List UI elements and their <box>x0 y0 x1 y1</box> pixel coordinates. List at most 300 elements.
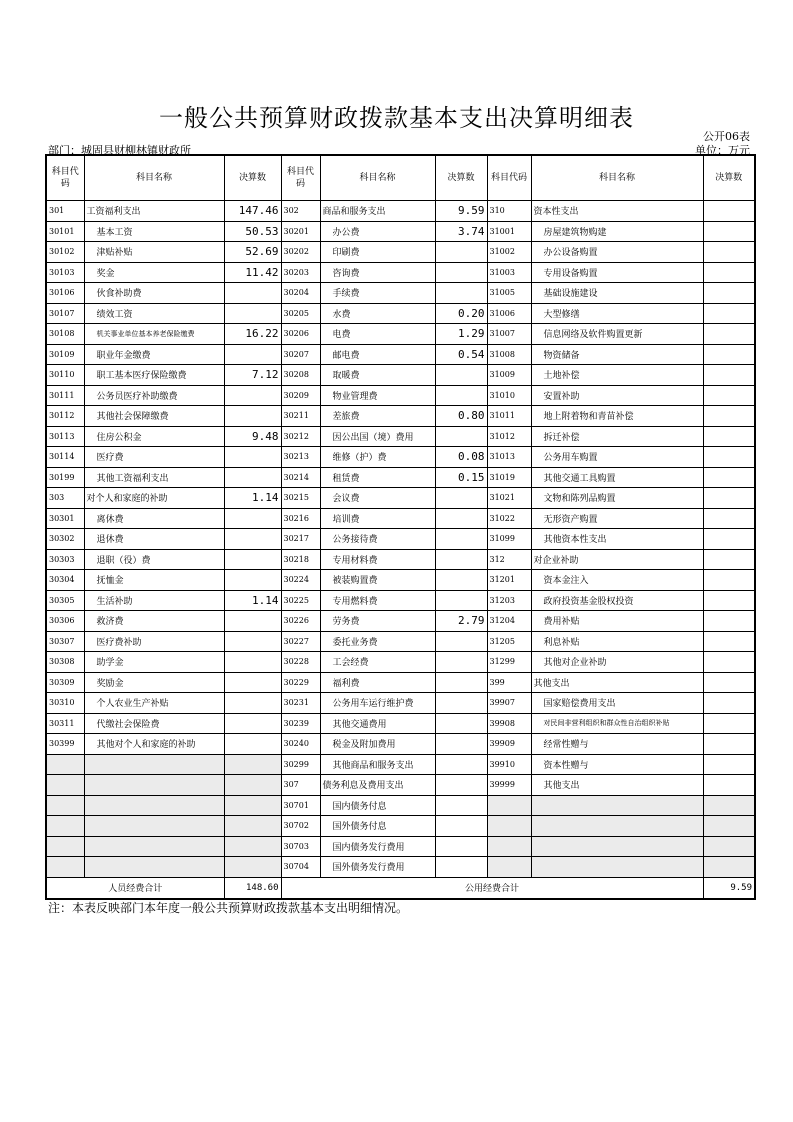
table-row <box>46 303 755 324</box>
subject-name-cell <box>531 816 703 837</box>
amount-cell <box>435 529 487 550</box>
subject-code-cell: 31013 <box>487 447 531 468</box>
subject-code-cell: 30701 <box>281 795 320 816</box>
subject-code-cell <box>487 795 531 816</box>
amount-cell: 0.15 <box>435 467 487 488</box>
subject-name-cell: 公务用车运行维护费 <box>320 693 435 714</box>
subject-code-cell: 31021 <box>487 488 531 509</box>
subject-name-cell: 对企业补助 <box>531 549 703 570</box>
subject-code-cell: 30108 <box>46 324 84 345</box>
subject-name-cell: 国内债务发行费用 <box>320 836 435 857</box>
subject-code-cell: 39907 <box>487 693 531 714</box>
subject-name-cell: 奖金 <box>84 262 224 283</box>
subject-code-cell: 30114 <box>46 447 84 468</box>
table-row <box>46 631 755 652</box>
subject-code-cell: 30201 <box>281 221 320 242</box>
amount-cell: 16.22 <box>224 324 281 345</box>
amount-cell <box>224 283 281 304</box>
subject-name-cell <box>531 857 703 878</box>
subject-code-cell: 31008 <box>487 344 531 365</box>
amount-cell <box>435 652 487 673</box>
subject-code-cell: 30112 <box>46 406 84 427</box>
subject-code-cell: 30301 <box>46 508 84 529</box>
header-name: 科目名称 <box>531 155 703 201</box>
amount-cell <box>703 816 755 837</box>
amount-cell <box>435 672 487 693</box>
amount-cell <box>435 488 487 509</box>
subject-name-cell: 其他对个人和家庭的补助 <box>84 734 224 755</box>
subject-code-cell: 30103 <box>46 262 84 283</box>
amount-cell <box>703 508 755 529</box>
subject-code-cell: 31201 <box>487 570 531 591</box>
amount-cell <box>435 734 487 755</box>
subject-name-cell: 邮电费 <box>320 344 435 365</box>
subject-code-cell: 30110 <box>46 365 84 386</box>
amount-cell: 9.59 <box>435 201 487 222</box>
table-row <box>46 344 755 365</box>
subject-name-cell: 国内债务付息 <box>320 795 435 816</box>
subject-code-cell: 30225 <box>281 590 320 611</box>
page-title: 一般公共预算财政拨款基本支出决算明细表 <box>159 104 634 132</box>
subject-code-cell: 31001 <box>487 221 531 242</box>
personnel-total-label: 人员经费合计 <box>46 877 224 899</box>
subject-code-cell: 30211 <box>281 406 320 427</box>
subject-code-cell: 30229 <box>281 672 320 693</box>
subject-name-cell: 文物和陈列品购置 <box>531 488 703 509</box>
subject-name-cell <box>84 857 224 878</box>
subject-name-cell: 物资储备 <box>531 344 703 365</box>
subject-name-cell: 费用补贴 <box>531 611 703 632</box>
subject-code-cell: 30228 <box>281 652 320 673</box>
subject-code-cell: 30106 <box>46 283 84 304</box>
subject-code-cell: 30107 <box>46 303 84 324</box>
table-row <box>46 693 755 714</box>
table-row <box>46 406 755 427</box>
subject-code-cell: 31003 <box>487 262 531 283</box>
subject-name-cell: 对民间非营利组织和群众性自治组织补贴 <box>531 713 703 734</box>
amount-cell <box>435 693 487 714</box>
subject-code-cell: 30206 <box>281 324 320 345</box>
amount-cell <box>703 652 755 673</box>
table-row <box>46 508 755 529</box>
subject-name-cell: 医疗费 <box>84 447 224 468</box>
amount-cell <box>435 836 487 857</box>
subject-code-cell: 31203 <box>487 590 531 611</box>
amount-cell <box>435 631 487 652</box>
subject-code-cell <box>46 816 84 837</box>
amount-cell: 50.53 <box>224 221 281 242</box>
table-row <box>46 283 755 304</box>
amount-cell <box>224 631 281 652</box>
subject-name-cell: 债务利息及费用支出 <box>320 775 435 796</box>
subject-name-cell: 电费 <box>320 324 435 345</box>
subject-name-cell: 个人农业生产补贴 <box>84 693 224 714</box>
amount-cell <box>224 775 281 796</box>
amount-cell: 1.29 <box>435 324 487 345</box>
amount-cell <box>703 775 755 796</box>
amount-cell <box>703 836 755 857</box>
amount-cell <box>224 447 281 468</box>
subject-name-cell: 被装购置费 <box>320 570 435 591</box>
header-amount: 决算数 <box>703 155 755 201</box>
header-amount: 决算数 <box>224 155 281 201</box>
subject-name-cell: 公务用车购置 <box>531 447 703 468</box>
amount-cell: 0.80 <box>435 406 487 427</box>
subject-code-cell: 31099 <box>487 529 531 550</box>
table-row <box>46 590 755 611</box>
subject-name-cell: 专用材料费 <box>320 549 435 570</box>
subject-name-cell: 助学金 <box>84 652 224 673</box>
subject-name-cell <box>531 795 703 816</box>
subject-name-cell: 经常性赠与 <box>531 734 703 755</box>
subject-name-cell: 救济费 <box>84 611 224 632</box>
amount-cell <box>224 406 281 427</box>
subject-code-cell: 30240 <box>281 734 320 755</box>
subject-name-cell: 咨询费 <box>320 262 435 283</box>
totals-row <box>46 877 755 899</box>
table-row <box>46 754 755 775</box>
subject-code-cell: 30199 <box>46 467 84 488</box>
subject-name-cell: 取暖费 <box>320 365 435 386</box>
subject-name-cell: 其他交通费用 <box>320 713 435 734</box>
subject-code-cell: 31012 <box>487 426 531 447</box>
subject-code-cell: 30224 <box>281 570 320 591</box>
subject-code-cell: 30399 <box>46 734 84 755</box>
amount-cell <box>703 570 755 591</box>
amount-cell <box>435 570 487 591</box>
amount-cell <box>435 549 487 570</box>
subject-code-cell: 30216 <box>281 508 320 529</box>
subject-name-cell <box>84 816 224 837</box>
subject-code-cell: 30703 <box>281 836 320 857</box>
amount-cell: 1.14 <box>224 590 281 611</box>
subject-name-cell: 无形资产购置 <box>531 508 703 529</box>
subject-name-cell: 对个人和家庭的补助 <box>84 488 224 509</box>
amount-cell <box>703 385 755 406</box>
subject-code-cell: 30308 <box>46 652 84 673</box>
amount-cell <box>703 734 755 755</box>
amount-cell <box>224 303 281 324</box>
unit-label: 单位：万元 <box>695 144 750 157</box>
subject-code-cell: 30239 <box>281 713 320 734</box>
amount-cell <box>224 857 281 878</box>
subject-code-cell: 30217 <box>281 529 320 550</box>
subject-name-cell: 印刷费 <box>320 242 435 263</box>
amount-cell <box>224 529 281 550</box>
amount-cell <box>435 713 487 734</box>
amount-cell <box>224 754 281 775</box>
table-row <box>46 611 755 632</box>
subject-name-cell <box>84 836 224 857</box>
subject-name-cell: 水费 <box>320 303 435 324</box>
amount-cell: 1.14 <box>224 488 281 509</box>
amount-cell <box>703 262 755 283</box>
subject-name-cell: 其他社会保障缴费 <box>84 406 224 427</box>
amount-cell <box>435 590 487 611</box>
subject-code-cell: 30299 <box>281 754 320 775</box>
subject-name-cell: 职业年金缴费 <box>84 344 224 365</box>
amount-cell <box>224 816 281 837</box>
amount-cell: 0.20 <box>435 303 487 324</box>
table-row <box>46 549 755 570</box>
subject-code-cell: 30226 <box>281 611 320 632</box>
table-row <box>46 324 755 345</box>
subject-code-cell <box>487 816 531 837</box>
subject-name-cell: 代缴社会保险费 <box>84 713 224 734</box>
subject-code-cell: 30227 <box>281 631 320 652</box>
subject-code-cell: 30307 <box>46 631 84 652</box>
amount-cell <box>703 713 755 734</box>
subject-code-cell: 30202 <box>281 242 320 263</box>
amount-cell <box>703 283 755 304</box>
table-row <box>46 734 755 755</box>
header-name: 科目名称 <box>320 155 435 201</box>
amount-cell <box>435 857 487 878</box>
subject-name-cell: 劳务费 <box>320 611 435 632</box>
amount-cell <box>224 344 281 365</box>
amount-cell: 11.42 <box>224 262 281 283</box>
subject-code-cell: 39999 <box>487 775 531 796</box>
subject-code-cell: 31299 <box>487 652 531 673</box>
subject-name-cell: 公务接待费 <box>320 529 435 550</box>
subject-name-cell: 津贴补贴 <box>84 242 224 263</box>
amount-cell <box>703 611 755 632</box>
table-row <box>46 713 755 734</box>
header-amount: 决算数 <box>435 155 487 201</box>
subject-code-cell: 30704 <box>281 857 320 878</box>
subject-code-cell: 31204 <box>487 611 531 632</box>
amount-cell <box>435 754 487 775</box>
subject-code-cell: 30203 <box>281 262 320 283</box>
amount-cell <box>703 693 755 714</box>
amount-cell <box>703 549 755 570</box>
subject-name-cell: 信息网络及软件购置更新 <box>531 324 703 345</box>
table-row <box>46 365 755 386</box>
subject-name-cell: 其他工资福利支出 <box>84 467 224 488</box>
amount-cell: 2.79 <box>435 611 487 632</box>
subject-code-cell: 312 <box>487 549 531 570</box>
amount-cell <box>224 467 281 488</box>
subject-name-cell: 政府投资基金股权投资 <box>531 590 703 611</box>
amount-cell <box>224 672 281 693</box>
subject-code-cell: 30231 <box>281 693 320 714</box>
amount-cell: 0.54 <box>435 344 487 365</box>
subject-code-cell: 30702 <box>281 816 320 837</box>
table-row <box>46 672 755 693</box>
amount-cell <box>703 344 755 365</box>
subject-name-cell: 国家赔偿费用支出 <box>531 693 703 714</box>
subject-name-cell: 其他商品和服务支出 <box>320 754 435 775</box>
subject-code-cell: 30305 <box>46 590 84 611</box>
table-row <box>46 447 755 468</box>
amount-cell <box>435 426 487 447</box>
subject-name-cell: 其他支出 <box>531 672 703 693</box>
subject-code-cell: 30207 <box>281 344 320 365</box>
subject-name-cell: 抚恤金 <box>84 570 224 591</box>
subject-name-cell: 办公设备购置 <box>531 242 703 263</box>
table-row <box>46 570 755 591</box>
expenditure-table <box>45 154 756 900</box>
amount-cell <box>435 775 487 796</box>
subject-code-cell: 399 <box>487 672 531 693</box>
subject-code-cell: 303 <box>46 488 84 509</box>
amount-cell <box>703 672 755 693</box>
subject-name-cell: 奖励金 <box>84 672 224 693</box>
amount-cell <box>703 488 755 509</box>
subject-code-cell: 30302 <box>46 529 84 550</box>
subject-name-cell: 其他支出 <box>531 775 703 796</box>
subject-name-cell: 大型修缮 <box>531 303 703 324</box>
subject-name-cell: 房屋建筑物购建 <box>531 221 703 242</box>
amount-cell: 52.69 <box>224 242 281 263</box>
amount-cell <box>703 426 755 447</box>
subject-code-cell: 30304 <box>46 570 84 591</box>
subject-code-cell: 30109 <box>46 344 84 365</box>
amount-cell <box>703 324 755 345</box>
subject-name-cell: 医疗费补助 <box>84 631 224 652</box>
subject-code-cell <box>46 857 84 878</box>
subject-code-cell: 30310 <box>46 693 84 714</box>
subject-name-cell: 专用燃料费 <box>320 590 435 611</box>
subject-code-cell: 30102 <box>46 242 84 263</box>
subject-code-cell: 31010 <box>487 385 531 406</box>
table-row <box>46 221 755 242</box>
subject-code-cell: 30311 <box>46 713 84 734</box>
table-header-row <box>46 155 755 201</box>
subject-code-cell: 39910 <box>487 754 531 775</box>
subject-name-cell: 地上附着物和青苗补偿 <box>531 406 703 427</box>
subject-name-cell: 培训费 <box>320 508 435 529</box>
amount-cell <box>224 549 281 570</box>
table-row <box>46 816 755 837</box>
subject-code-cell: 31011 <box>487 406 531 427</box>
amount-cell <box>224 795 281 816</box>
amount-cell <box>224 570 281 591</box>
subject-name-cell <box>84 795 224 816</box>
subject-name-cell: 工资福利支出 <box>84 201 224 222</box>
amount-cell: 147.46 <box>224 201 281 222</box>
table-row <box>46 488 755 509</box>
amount-cell <box>224 713 281 734</box>
amount-cell <box>703 242 755 263</box>
amount-cell <box>224 734 281 755</box>
amount-cell <box>224 652 281 673</box>
amount-cell <box>435 262 487 283</box>
amount-cell <box>703 754 755 775</box>
amount-cell <box>703 590 755 611</box>
subject-code-cell: 30213 <box>281 447 320 468</box>
subject-name-cell: 资本金注入 <box>531 570 703 591</box>
subject-name-cell: 利息补贴 <box>531 631 703 652</box>
table-row <box>46 836 755 857</box>
subject-name-cell: 商品和服务支出 <box>320 201 435 222</box>
subject-name-cell: 资本性赠与 <box>531 754 703 775</box>
subject-code-cell: 30111 <box>46 385 84 406</box>
amount-cell <box>224 693 281 714</box>
amount-cell <box>703 467 755 488</box>
table-row <box>46 775 755 796</box>
subject-code-cell: 307 <box>281 775 320 796</box>
subject-name-cell: 其他资本性支出 <box>531 529 703 550</box>
personnel-total-amount: 148.60 <box>224 877 281 899</box>
subject-name-cell: 国外债务发行费用 <box>320 857 435 878</box>
subject-code-cell: 31007 <box>487 324 531 345</box>
subject-name-cell <box>84 775 224 796</box>
department-label: 部门：城固县财柳林镇财政所 <box>48 144 191 157</box>
footnote: 注：本表反映部门本年度一般公共预算财政拨款基本支出明细情况。 <box>48 901 409 915</box>
table-row <box>46 385 755 406</box>
subject-name-cell: 专用设备购置 <box>531 262 703 283</box>
header-code: 科目代码 <box>46 155 84 201</box>
table-row <box>46 529 755 550</box>
subject-name-cell: 拆迁补偿 <box>531 426 703 447</box>
subject-name-cell: 机关事业单位基本养老保险缴费 <box>84 324 224 345</box>
amount-cell: 7.12 <box>224 365 281 386</box>
subject-code-cell: 31205 <box>487 631 531 652</box>
subject-name-cell: 生活补助 <box>84 590 224 611</box>
subject-code-cell: 30214 <box>281 467 320 488</box>
subject-code-cell: 302 <box>281 201 320 222</box>
amount-cell <box>435 795 487 816</box>
subject-name-cell: 资本性支出 <box>531 201 703 222</box>
subject-name-cell: 基础设施建设 <box>531 283 703 304</box>
subject-code-cell: 31019 <box>487 467 531 488</box>
amount-cell: 0.08 <box>435 447 487 468</box>
subject-name-cell: 税金及附加费用 <box>320 734 435 755</box>
subject-name-cell <box>84 754 224 775</box>
subject-code-cell: 30204 <box>281 283 320 304</box>
subject-code-cell: 30113 <box>46 426 84 447</box>
public-total-label: 公用经费合计 <box>281 877 703 899</box>
amount-cell <box>703 795 755 816</box>
subject-code-cell: 31009 <box>487 365 531 386</box>
subject-code-cell: 30101 <box>46 221 84 242</box>
amount-cell <box>224 611 281 632</box>
subject-name-cell: 委托业务费 <box>320 631 435 652</box>
subject-code-cell: 30212 <box>281 426 320 447</box>
form-number: 公开06表 <box>703 130 750 143</box>
subject-name-cell: 绩效工资 <box>84 303 224 324</box>
subject-code-cell: 30205 <box>281 303 320 324</box>
subject-name-cell: 工会经费 <box>320 652 435 673</box>
table-row <box>46 857 755 878</box>
amount-cell: 3.74 <box>435 221 487 242</box>
subject-code-cell: 31005 <box>487 283 531 304</box>
subject-code-cell: 31006 <box>487 303 531 324</box>
subject-code-cell: 30303 <box>46 549 84 570</box>
subject-code-cell: 39909 <box>487 734 531 755</box>
amount-cell <box>224 836 281 857</box>
subject-name-cell: 离休费 <box>84 508 224 529</box>
header-code: 科目代码 <box>487 155 531 201</box>
subject-name-cell: 职工基本医疗保险缴费 <box>84 365 224 386</box>
amount-cell <box>703 631 755 652</box>
amount-cell <box>703 529 755 550</box>
table-row <box>46 201 755 222</box>
subject-name-cell: 国外债务付息 <box>320 816 435 837</box>
public-total-amount: 9.59 <box>703 877 755 899</box>
subject-name-cell: 会议费 <box>320 488 435 509</box>
subject-name-cell: 公务员医疗补助缴费 <box>84 385 224 406</box>
subject-code-cell: 30209 <box>281 385 320 406</box>
subject-code-cell <box>46 754 84 775</box>
subject-name-cell: 伙食补助费 <box>84 283 224 304</box>
subject-name-cell: 退职（役）费 <box>84 549 224 570</box>
header-code: 科目代码 <box>281 155 320 201</box>
amount-cell: 9.48 <box>224 426 281 447</box>
amount-cell <box>703 365 755 386</box>
subject-code-cell: 310 <box>487 201 531 222</box>
